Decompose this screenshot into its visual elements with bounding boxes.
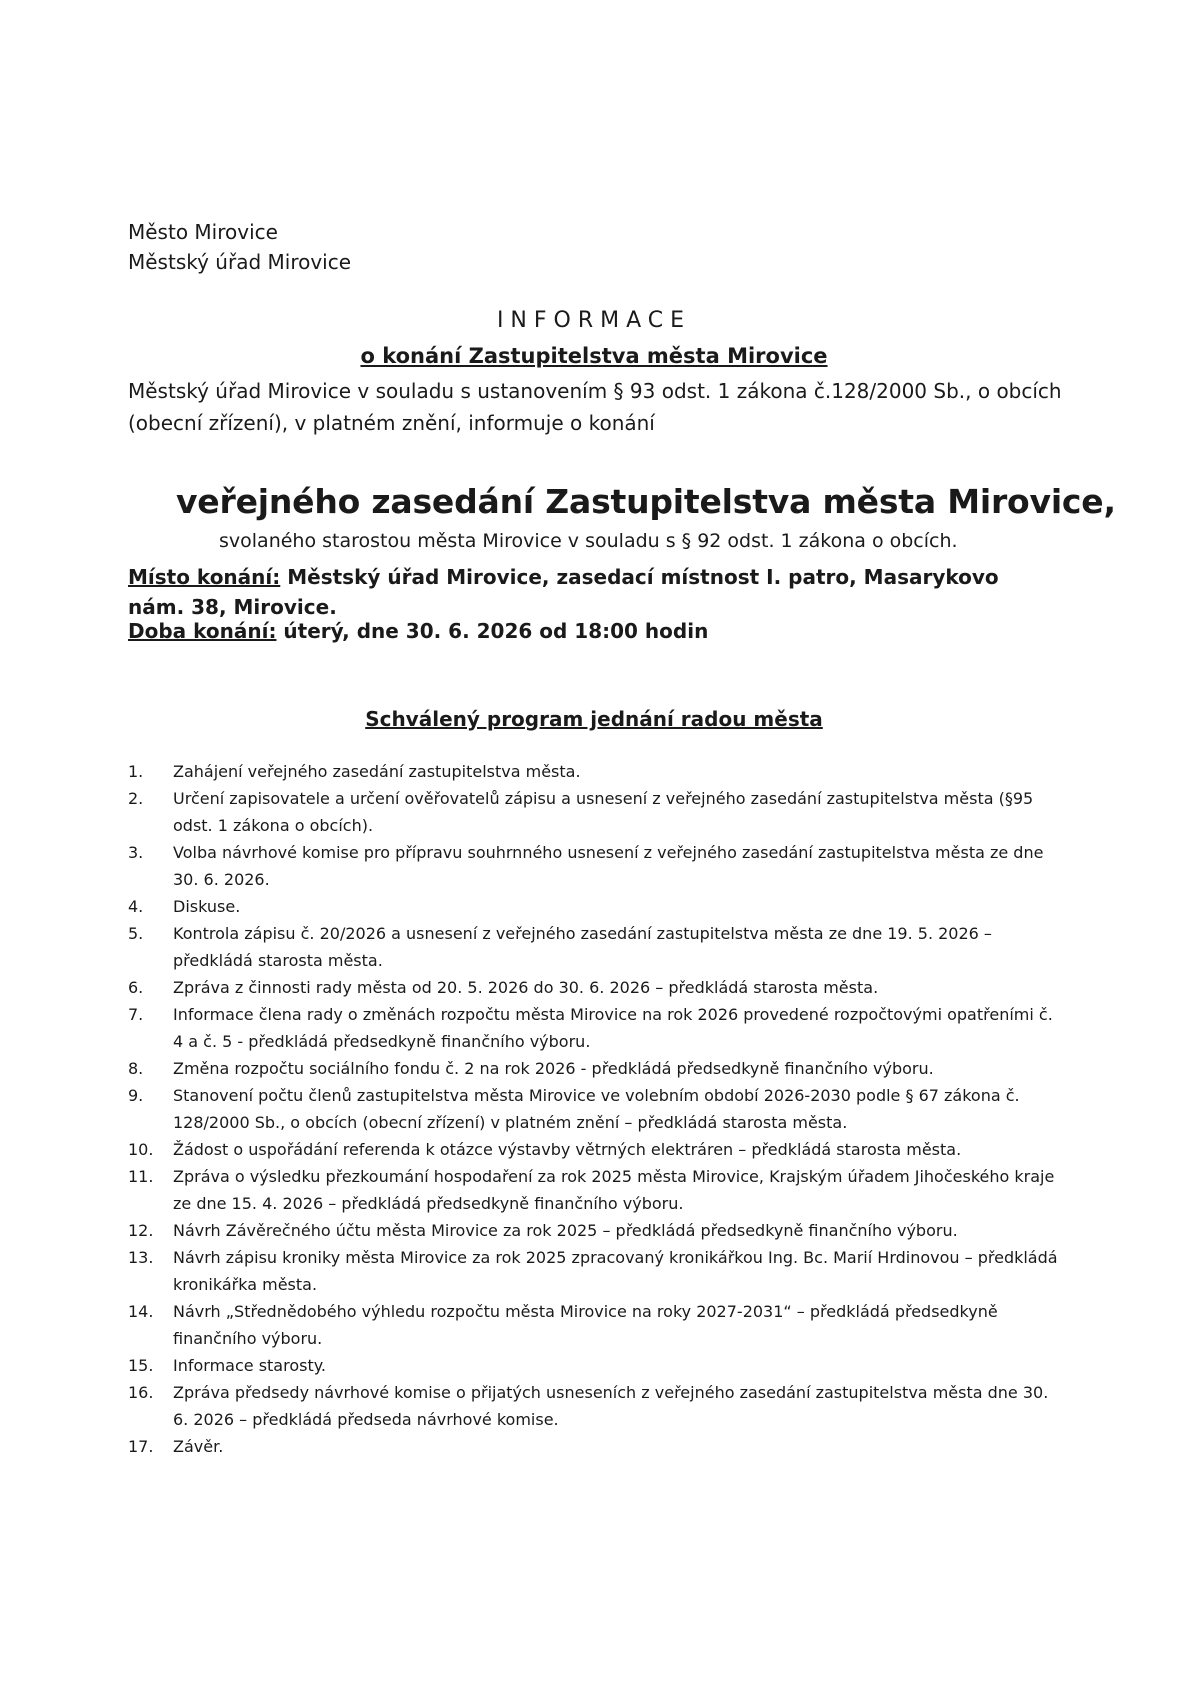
program-item-text: Volba návrhové komise pro přípravu souhrnného usnesení z veřejného zasedání zastupitelstva města ze dne 30. 6. 2026. [173,843,1044,889]
program-item [128,839,1063,893]
program-item-text: Zpráva o výsledku přezkoumání hospodaření za rok 2025 města Mirovice, Krajským úřadem Jihočeského kraje ze dne 15. 4. 2026 – předkládá předsedkyně finančního výboru. [173,1167,1055,1213]
convened-note: svolaného starostou města Mirovice v souladu s § 92 odst. 1 zákona o obcích. [219,530,958,552]
program-item-number: 1. [128,762,144,781]
program-item-text: Návrh zápisu kroniky města Mirovice za rok 2025 zpracovaný kronikářkou Ing. Bc. Marií Hrdinovou – předkládá kronikářka města. [173,1248,1058,1294]
program-item-number: 10. [128,1140,154,1159]
program-item-text: Informace starosty. [173,1356,327,1375]
sender-block [128,217,351,277]
program-item [128,974,1063,1001]
program-item-number: 5. [128,924,144,943]
program-item-text: Zpráva předsedy návrhové komise o přijatých usneseních z veřejného zasedání zastupitelstva města dne 30. 6. 2026 – předkládá předseda návrhové komise. [173,1383,1049,1429]
program-item [128,1298,1063,1352]
meeting-time [128,619,708,643]
program-item [128,1082,1063,1136]
document-title: INFORMACE [496,308,692,333]
program-item [128,1163,1063,1217]
program-item [128,1217,1063,1244]
program-item-number: 2. [128,789,144,808]
program-item [128,1379,1063,1433]
program-item-text: Určení zapisovatele a určení ověřovatelů zápisu a usnesení z veřejného zasedání zastupitelstva města (§95 odst. 1 zákona o obcích). [173,789,1034,835]
program-item-number: 9. [128,1086,144,1105]
program-item-text: Diskuse. [173,897,241,916]
intro-paragraph: Městský úřad Mirovice v souladu s ustanovením § 93 odst. 1 zákona č.128/2000 Sb., o obcích (obecní zřízení), v platném znění, informuje o konání [128,379,1062,435]
program-item-number: 14. [128,1302,154,1321]
program-item-number: 6. [128,978,144,997]
program-item-text: Změna rozpočtu sociálního fondu č. 2 na rok 2026 - předkládá předsedkyně finančního výboru. [173,1059,934,1078]
program-item [128,1244,1063,1298]
program-item [128,920,1063,974]
time-value: úterý, dne 30. 6. 2026 od 18:00 hodin [283,619,709,643]
program-item-text: Stanovení počtu členů zastupitelstva města Mirovice ve volebním období 2026-2030 podle § 67 zákona č. 128/2000 Sb., o obcích (obecní zřízení) v platném znění – předkládá starosta města. [173,1086,1020,1132]
program-item-text: Zpráva z činnosti rady města od 20. 5. 2026 do 30. 6. 2026 – předkládá starosta města. [173,978,879,997]
sender-town: Město Mirovice [128,220,278,244]
program-item [128,1001,1063,1055]
program-item [128,758,1063,785]
program-item-text: Žádost o uspořádání referenda k otázce výstavby větrných elektráren – předkládá starosta města. [173,1140,962,1159]
program-item-number: 8. [128,1059,144,1078]
program-item-number: 13. [128,1248,154,1267]
program-item-text: Zahájení veřejného zasedání zastupitelstva města. [173,762,581,781]
program-item-text: Kontrola zápisu č. 20/2026 a usnesení z veřejného zasedání zastupitelstva města ze dne 19. 5. 2026 – předkládá starosta města. [173,924,992,970]
meeting-headline: veřejného zasedání Zastupitelstva města Mirovice, [176,482,1116,521]
program-item-number: 17. [128,1437,154,1456]
meeting-place [128,562,1028,622]
program-list [128,758,1063,1460]
place-label: Místo konání: [128,565,281,589]
place-value: Městský úřad Mirovice, zasedací místnost I. patro, Masarykovo nám. 38, Mirovice. [128,565,999,619]
document-subtitle: o konání Zastupitelstva města Mirovice [360,344,828,368]
program-item [128,1352,1063,1379]
program-item-number: 16. [128,1383,154,1402]
program-item [128,1055,1063,1082]
program-item [128,893,1063,920]
program-item-text: Závěr. [173,1437,224,1456]
program-item [128,785,1063,839]
program-item-number: 4. [128,897,144,916]
program-item-number: 15. [128,1356,154,1375]
program-item-number: 7. [128,1005,144,1024]
program-title: Schválený program jednání radou města [365,707,823,731]
sender-office: Městský úřad Mirovice [128,250,352,274]
program-item-text: Informace člena rady o změnách rozpočtu města Mirovice na rok 2026 provedené rozpočtovými opatřeními č. 4 a č. 5 - předkládá předsedkyně finančního výboru. [173,1005,1053,1051]
program-item-number: 11. [128,1167,154,1186]
program-item [128,1136,1063,1163]
program-item-number: 3. [128,843,144,862]
time-label: Doba konání: [128,619,277,643]
program-item-number: 12. [128,1221,154,1240]
program-item-text: Návrh Závěrečného účtu města Mirovice za rok 2025 – předkládá předsedkyně finančního výboru. [173,1221,958,1240]
program-item [128,1433,1063,1460]
program-item-text: Návrh „Střednědobého výhledu rozpočtu města Mirovice na roky 2027-2031“ – předkládá předsedkyně finančního výboru. [173,1302,998,1348]
